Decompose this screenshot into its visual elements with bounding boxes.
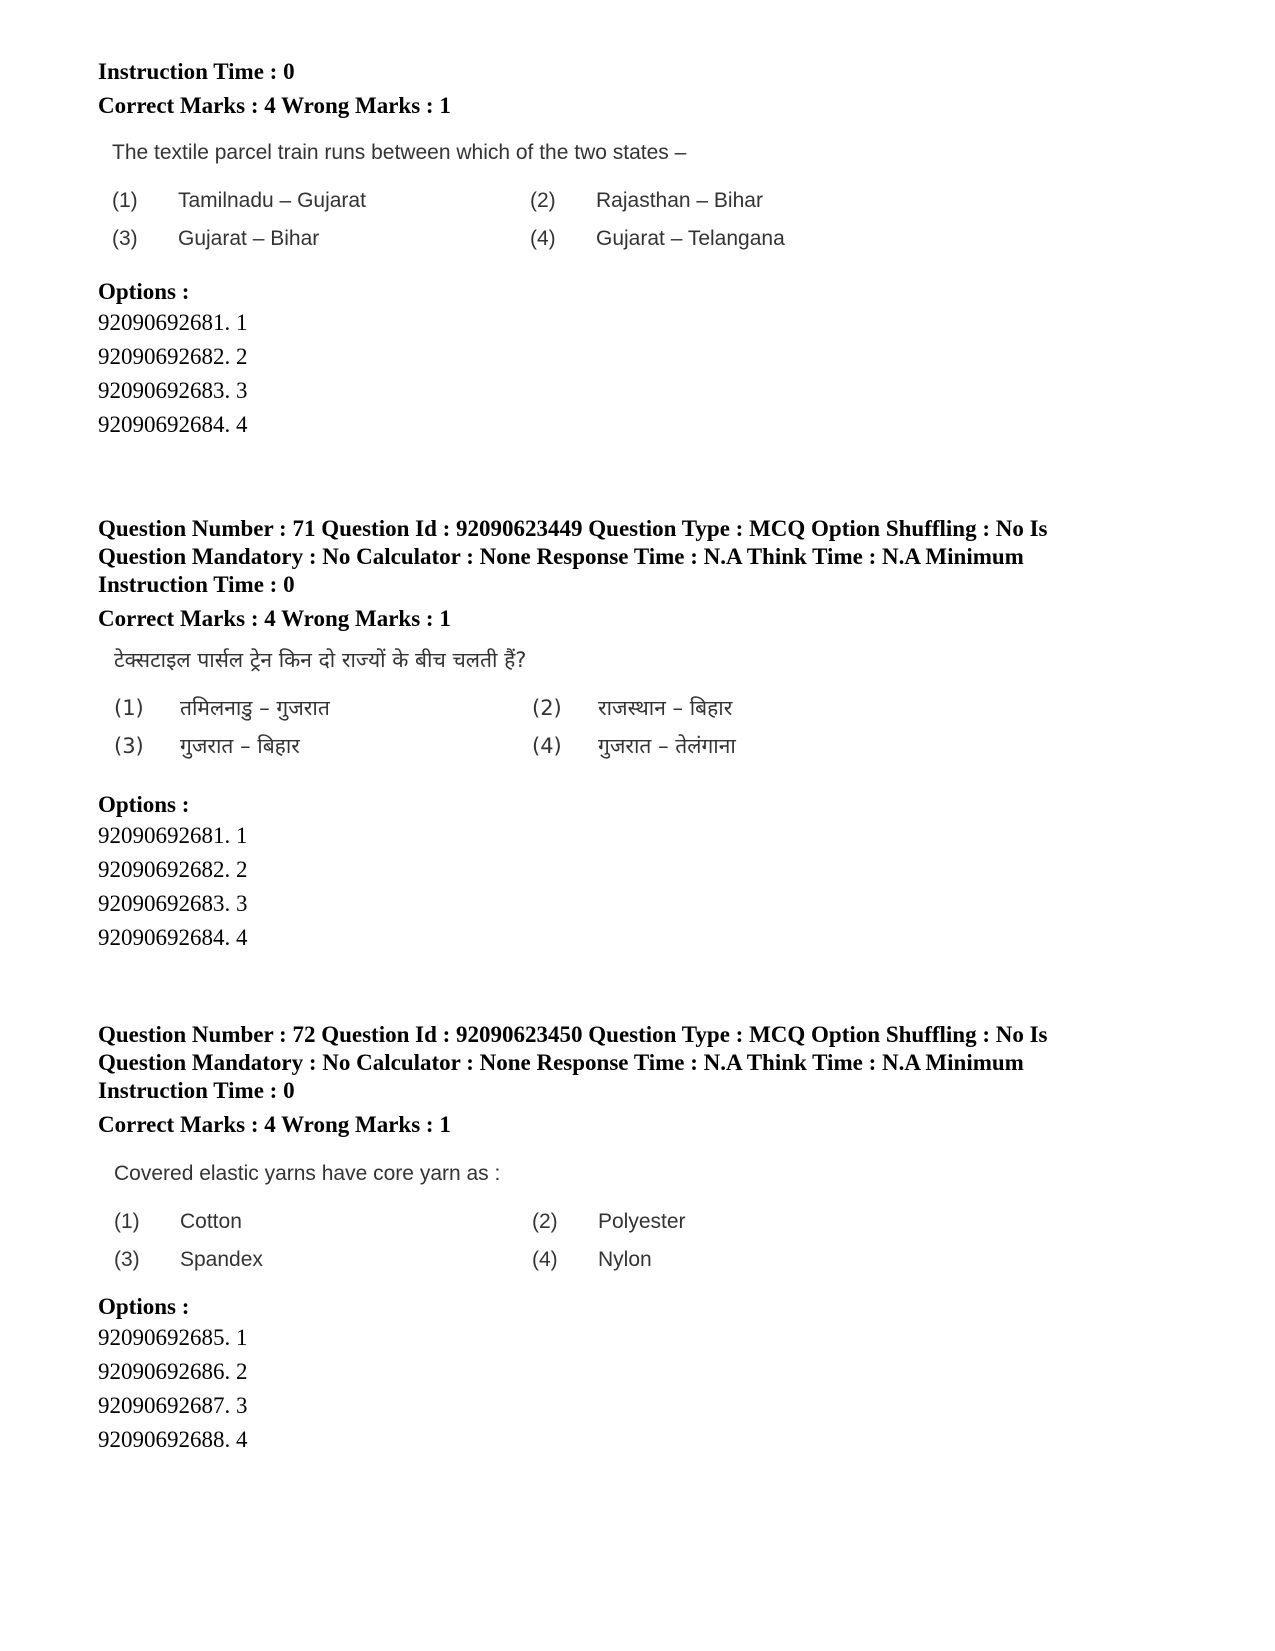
choice-4 xyxy=(530,226,785,252)
choice-number: (1) xyxy=(114,696,144,720)
choice-number: (3) xyxy=(112,227,138,250)
question-meta-line: Question Mandatory : No Calculator : None Response Time : N.A Think Time : N.A Minimum xyxy=(98,544,1024,569)
choice-text: गुजरात – बिहार xyxy=(180,734,300,758)
question-content xyxy=(114,647,1198,775)
choice-number: (3) xyxy=(114,1248,140,1271)
option-item: 92090692683. 3 xyxy=(98,891,248,916)
choice-number: (3) xyxy=(114,734,144,758)
choice-text: Gujarat – Telangana xyxy=(596,227,785,250)
option-item: 92090692687. 3 xyxy=(98,1393,248,1418)
question-content xyxy=(112,140,1198,268)
choice-2 xyxy=(532,695,732,721)
choice-text: Tamilnadu – Gujarat xyxy=(178,189,366,212)
question-71-block xyxy=(98,515,1198,955)
options-heading: Options : xyxy=(98,279,190,304)
choice-grid xyxy=(112,188,812,268)
options-heading: Options : xyxy=(98,1294,190,1319)
choice-number: (2) xyxy=(532,1210,558,1233)
option-item: 92090692682. 2 xyxy=(98,857,248,882)
choice-3 xyxy=(114,733,300,759)
choice-1 xyxy=(112,188,366,214)
choice-number: (4) xyxy=(532,1248,558,1271)
options-heading: Options : xyxy=(98,792,190,817)
option-item: 92090692684. 4 xyxy=(98,925,248,950)
choice-text: राजस्थान – बिहार xyxy=(598,696,733,720)
choice-number: (4) xyxy=(532,734,562,758)
choice-3 xyxy=(112,226,319,252)
choice-text: Cotton xyxy=(180,1210,242,1233)
choice-text: Rajasthan – Bihar xyxy=(596,189,763,212)
option-item: 92090692685. 1 xyxy=(98,1325,248,1350)
question-meta-line: Question Number : 72 Question Id : 92090623450 Question Type : MCQ Option Shuffling : No Is xyxy=(98,1022,1048,1047)
choice-text: Gujarat – Bihar xyxy=(178,227,320,250)
question-72-block xyxy=(98,1021,1198,1457)
question-text: Covered elastic yarns have core yarn as : xyxy=(114,1162,501,1185)
question-text: The textile parcel train runs between which of the two states – xyxy=(112,141,687,164)
choice-grid xyxy=(114,695,814,775)
choice-number: (2) xyxy=(530,189,556,212)
choice-2 xyxy=(530,188,763,214)
question-70-block xyxy=(98,58,1198,442)
instruction-time: Instruction Time : 0 xyxy=(98,1078,295,1103)
choice-4 xyxy=(532,1247,652,1273)
marks-line: Correct Marks : 4 Wrong Marks : 1 xyxy=(98,606,451,631)
choice-number: (1) xyxy=(114,1210,140,1233)
choice-text: Spandex xyxy=(180,1248,263,1271)
marks-line: Correct Marks : 4 Wrong Marks : 1 xyxy=(98,93,451,118)
instruction-time: Instruction Time : 0 xyxy=(98,59,295,84)
options-list xyxy=(98,1293,1198,1457)
marks-line: Correct Marks : 4 Wrong Marks : 1 xyxy=(98,1112,451,1137)
choice-text: Polyester xyxy=(598,1210,686,1233)
options-list xyxy=(98,791,1198,955)
instruction-time: Instruction Time : 0 xyxy=(98,572,295,597)
option-item: 92090692684. 4 xyxy=(98,412,248,437)
choice-number: (4) xyxy=(530,227,556,250)
options-list xyxy=(98,278,1198,442)
choice-3 xyxy=(114,1247,263,1273)
choice-text: तमिलनाडु – गुजरात xyxy=(180,696,330,720)
option-item: 92090692681. 1 xyxy=(98,310,248,335)
choice-4 xyxy=(532,733,736,759)
option-item: 92090692688. 4 xyxy=(98,1427,248,1452)
question-meta-line: Question Number : 71 Question Id : 92090623449 Question Type : MCQ Option Shuffling : No Is xyxy=(98,516,1048,541)
choice-text: Nylon xyxy=(598,1248,652,1271)
choice-text: गुजरात – तेलंगाना xyxy=(598,734,736,758)
choice-number: (2) xyxy=(532,696,562,720)
question-meta-line: Question Mandatory : No Calculator : None Response Time : N.A Think Time : N.A Minimum xyxy=(98,1050,1024,1075)
option-item: 92090692682. 2 xyxy=(98,344,248,369)
option-item: 92090692681. 1 xyxy=(98,823,248,848)
choice-1 xyxy=(114,695,330,721)
choice-1 xyxy=(114,1209,242,1235)
choice-2 xyxy=(532,1209,686,1235)
question-text: टेक्सटाइल पार्सल ट्रेन किन दो राज्यों के बीच चलती हैं? xyxy=(114,648,527,672)
question-content xyxy=(114,1161,1198,1289)
option-item: 92090692683. 3 xyxy=(98,378,248,403)
choice-number: (1) xyxy=(112,189,138,212)
option-item: 92090692686. 2 xyxy=(98,1359,248,1384)
choice-grid xyxy=(114,1209,814,1289)
